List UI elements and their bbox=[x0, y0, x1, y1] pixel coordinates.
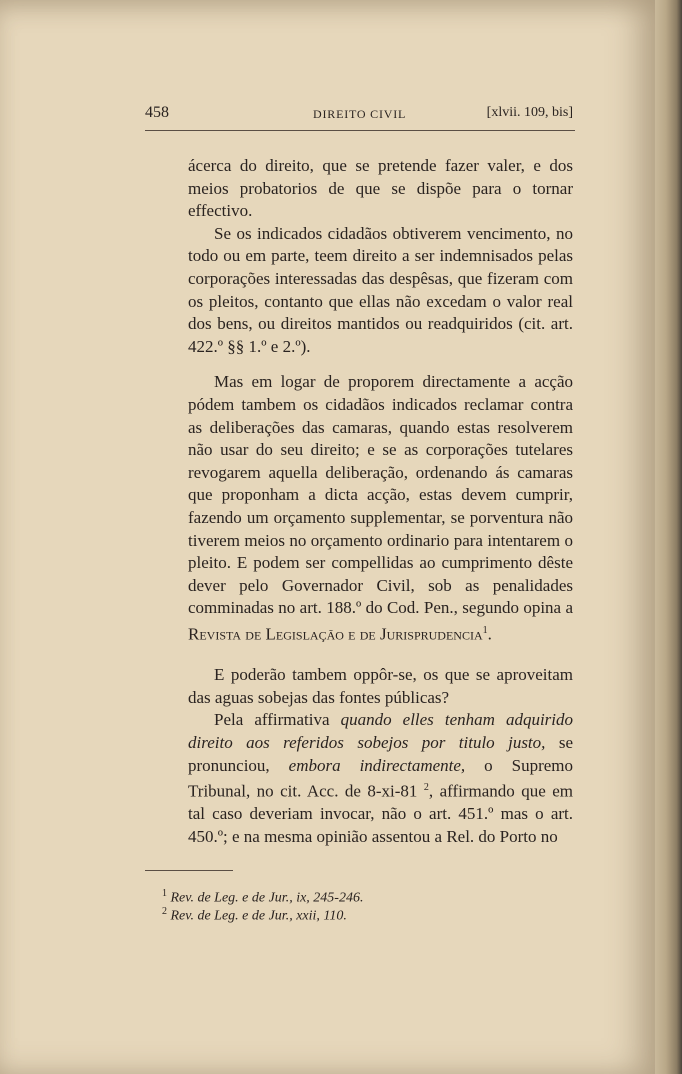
running-title: DIREITO CIVIL bbox=[313, 107, 407, 121]
footnote-number: 2 bbox=[162, 906, 167, 917]
footnote-rule bbox=[145, 870, 233, 871]
page-number: 458 bbox=[145, 104, 169, 121]
footnote-number: 1 bbox=[162, 888, 167, 899]
footnote-2 bbox=[162, 906, 347, 925]
footnote-ref-2[interactable]: 2 bbox=[423, 782, 429, 794]
footnote-ref-1[interactable]: 1 bbox=[482, 624, 488, 636]
paragraph-3-end: . bbox=[487, 624, 492, 644]
paragraph-5-d: , affirmando que em tal caso deveriam invocar, não o art. 451.º mas o art. 450.º; e na mesma opinião assentou a Rel. do Porto no bbox=[188, 781, 574, 846]
paragraph-4: E poderão tambem oppôr-se, os que se aproveitam das aguas sobejas das fontes públicas? bbox=[188, 665, 573, 707]
page-edge bbox=[655, 0, 682, 1074]
paragraph-5-a: Pela affirmativa bbox=[214, 710, 330, 730]
footnote-text: Rev. de Leg. e de Jur., ix, 245-246. bbox=[170, 890, 364, 906]
journal-title: Revista de Legislação e de Jurisprudencia bbox=[188, 624, 483, 644]
running-header bbox=[145, 100, 573, 126]
paragraph-1: ácerca do direito, que se pretende fazer valer, e dos meios probatorios de que se dispõe para o tornar effectivo. bbox=[188, 156, 573, 221]
paragraph-3-text: Mas em logar de proporem directamente a acção pódem tambem os cidadãos indicados reclamar contra as deliberações das camaras, quando estas resolverem não usar do seu direito; e se as corporações tutelares revogarem aquella deliberação, ordenando ás camaras que proponham a dicta acção, estas devem cumprir, fazendo um orçamento supplementar, se porventura não tiverem meios no orçamento ordinario para intentarem o pleito. E podem ser compellidas ao cumprimento dêste dever pelo Governador Civil, sob as penalidades comminadas no art. 188.º do Cod. Pen., segundo opina a bbox=[188, 372, 573, 618]
paragraph-5-italic-2: embora indirectamente, bbox=[288, 755, 466, 775]
paragraph-3 bbox=[188, 371, 573, 646]
paragraph-5 bbox=[188, 709, 573, 848]
body-text bbox=[188, 155, 573, 849]
section-reference: [xlvii. 109, bis] bbox=[486, 105, 573, 120]
paragraph-5-italic-1: quando elles tenham adquirido direito aos referidos sobejos por titulo justo, bbox=[188, 710, 574, 752]
header-rule bbox=[145, 130, 575, 131]
paragraph-5-c: o Supremo Tribunal, no cit. Acc. de 8-xi-81 bbox=[188, 755, 574, 801]
paragraph-5-b: se pronunciou, bbox=[188, 732, 574, 775]
footnote-text: Rev. de Leg. e de Jur., xxii, 110. bbox=[170, 908, 347, 924]
paragraph-2: Se os indicados cidadãos obtiverem vencimento, no todo ou em parte, teem direito a ser indemnisados pelas corporações interessadas das despêsas, que fizeram com os pleitos, contanto que ellas não excedam o valor real dos bens, ou direitos mantidos ou readquiridos (cit. art. 422.º §§ 1.º e 2.º). bbox=[188, 223, 573, 356]
footnote-1 bbox=[162, 888, 363, 907]
